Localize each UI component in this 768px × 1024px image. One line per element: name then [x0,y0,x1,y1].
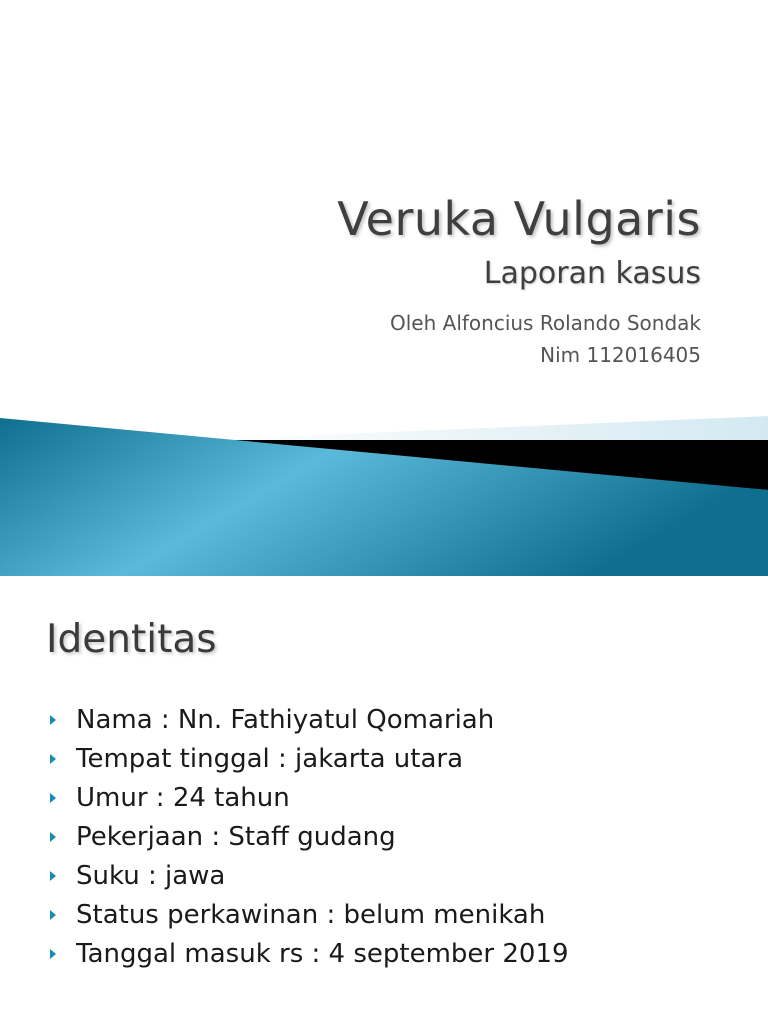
presentation-subtitle: Laporan kasus [483,256,701,291]
list-item-text: Status perkawinan : belum menikah [76,899,546,930]
student-id: Nim 112016405 [540,343,701,367]
list-item-text: Tanggal masuk rs : 4 september 2019 [76,938,569,969]
pale-stripe [200,416,768,440]
list-item-text: Nama : Nn. Fathiyatul Qomariah [76,704,495,735]
list-item [50,934,569,973]
list-item [50,739,569,778]
list-item [50,700,569,739]
list-item [50,895,569,934]
author-name: Oleh Alfoncius Rolando Sondak [390,311,701,335]
triangle-bullet-icon [50,793,56,803]
list-item-text: Tempat tinggal : jakarta utara [76,743,464,774]
identity-slide [0,576,768,1024]
list-item-text: Pekerjaan : Staff gudang [76,821,396,852]
triangle-bullet-icon [50,871,56,881]
triangle-bullet-icon [50,910,56,920]
list-item-text: Umur : 24 tahun [76,782,290,813]
triangle-bullet-icon [50,715,56,725]
list-item [50,778,569,817]
slide-heading: Identitas [46,617,217,662]
list-item [50,856,569,895]
triangle-bullet-icon [50,949,56,959]
author-block [390,307,701,371]
identity-list [50,700,569,973]
list-item [50,817,569,856]
presentation-title: Veruka Vulgaris [337,192,701,246]
triangle-bullet-icon [50,832,56,842]
list-item-text: Suku : jawa [76,860,226,891]
triangle-bullet-icon [50,754,56,764]
